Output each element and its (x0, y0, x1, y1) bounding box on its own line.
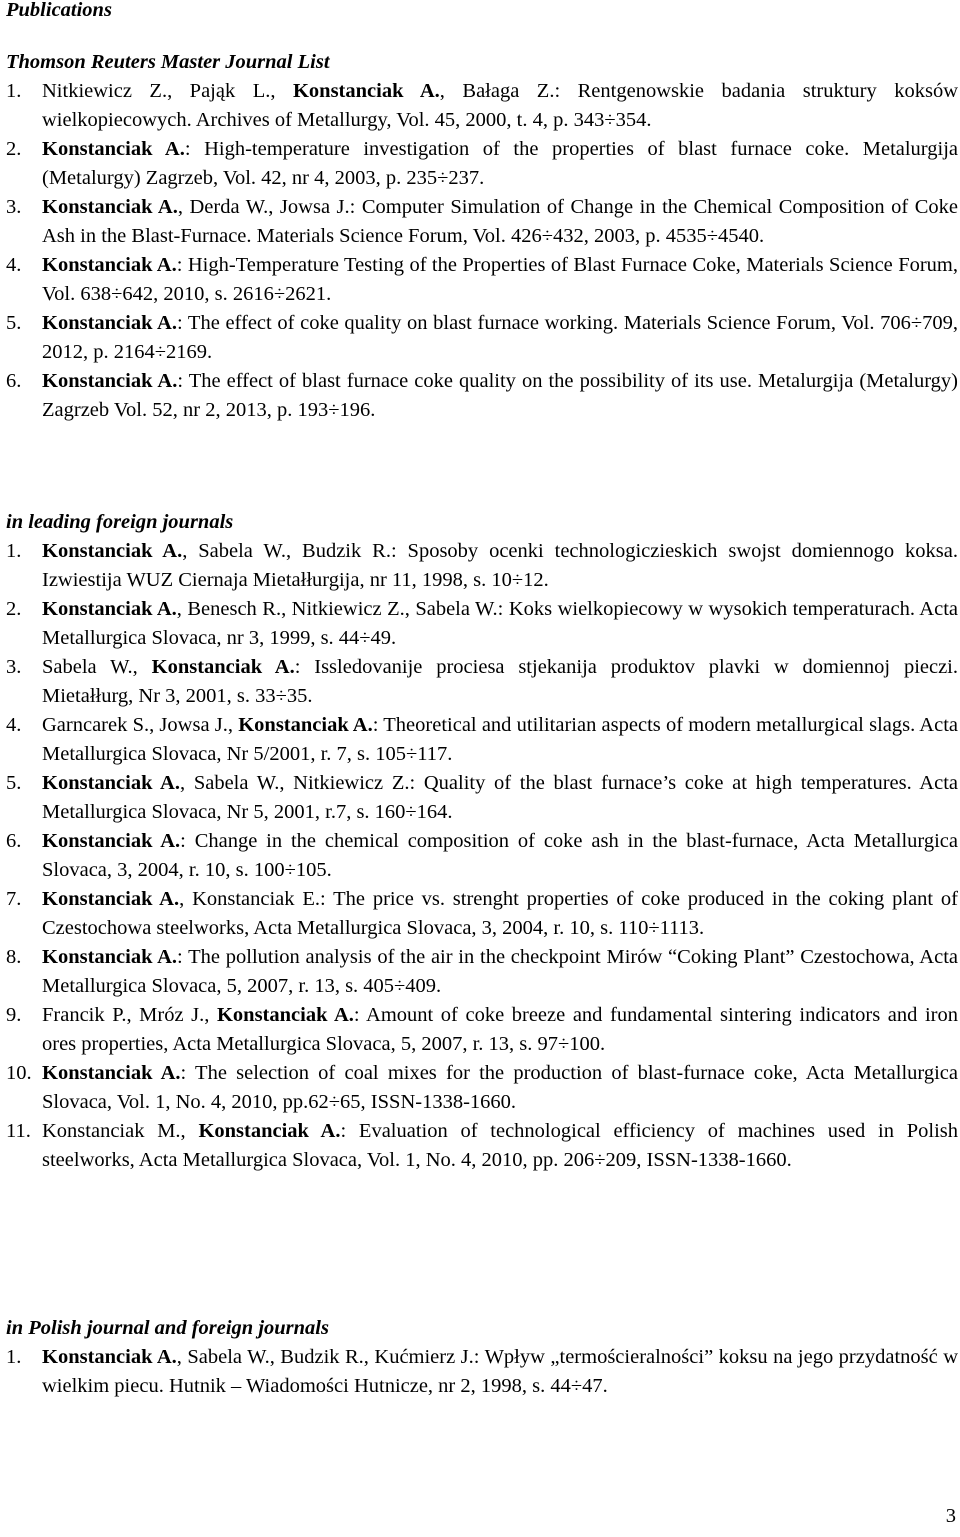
publication-list-leading-foreign (6, 537, 958, 1175)
author-highlight: Konstanciak A. (42, 946, 178, 968)
page-title: Publications (6, 0, 112, 21)
citation-text: : The effect of coke quality on blast furnace working. Materials Science Forum, Vol. 706÷709, 2012, p. 2164÷2169. (42, 312, 959, 363)
page-number: 3 (945, 1505, 956, 1527)
citation-text: Garncarek S., Jowsa J., (42, 714, 239, 736)
citation-text: Nitkiewicz Z., Pająk L., (42, 80, 293, 102)
author-highlight: Konstanciak A. (42, 370, 178, 392)
publication-entry (6, 135, 958, 193)
author-highlight: Konstanciak A. (42, 830, 181, 852)
citation-text: : Change in the chemical composition of coke ash in the blast-furnace, Acta Metallurgica Slovaca, 3, 2004, r. 10, s. 100÷105. (42, 830, 958, 881)
publication-entry (6, 1117, 958, 1175)
publication-list-polish-foreign (6, 1343, 958, 1401)
author-highlight: Konstanciak A. (42, 312, 177, 334)
entry-number: 10. (6, 1062, 32, 1084)
author-highlight: Konstanciak A. (42, 1062, 181, 1084)
citation-text: Francik P., Mróz J., (42, 1004, 217, 1026)
author-highlight: Konstanciak A. (42, 254, 177, 276)
section-heading-master-journal-list: Thomson Reuters Master Journal List (6, 51, 330, 73)
citation-text: , Derda W., Jowsa J.: Computer Simulation of Change in the Chemical Composition of Coke Ash in the Blast-Furnace. Materials Science Forum, Vol. 426÷432, 2003, p. 4535÷4540. (42, 196, 959, 247)
citation-text: , Benesch R., Nitkiewicz Z., Sabela W.: Koks wielkopiecowy w wysokich temperaturach. Acta Metallurgica Slovaca, nr 3, 1999, s. 44÷49. (42, 598, 958, 649)
entry-number: 3. (6, 656, 22, 678)
author-highlight: Konstanciak A. (42, 772, 180, 794)
entry-number: 9. (6, 1004, 22, 1026)
publication-entry (6, 367, 958, 425)
publication-entry (6, 251, 958, 309)
publication-list-master-journal (6, 77, 958, 425)
author-highlight: Konstanciak A. (42, 138, 185, 160)
author-highlight: Konstanciak A. (198, 1120, 341, 1142)
publication-entry (6, 827, 958, 885)
citation-text: , Bałaga Z.: Rentgenowskie badania struktury koksów wielkopiecowych. Archives of Metallurgy, Vol. 45, 2000, t. 4, p. 343÷354. (42, 80, 959, 131)
publication-entry (6, 711, 958, 769)
author-highlight: Konstanciak A. (42, 598, 177, 620)
publication-entry (6, 77, 958, 135)
citation-text: , Sabela W., Nitkiewicz Z.: Quality of the blast furnace’s coke at high temperatures. Acta Metallurgica Slovaca, Nr 5, 2001, r.7, s. 160÷164. (42, 772, 959, 823)
citation-text: , Konstanciak E.: The price vs. strenght properties of coke produced in the coking plant of Czestochowa steelworks, Acta Metallurgica Slovaca, 3, 2004, r. 10, s. 110÷1113. (42, 888, 959, 939)
publication-entry (6, 309, 958, 367)
entry-number: 3. (6, 196, 22, 218)
entry-number: 11. (6, 1120, 31, 1142)
citation-text: : Issledovanije prociesa stjekanija produktov plavki w domiennoj pieczi. Mietałłurg, Nr 3, 2001, s. 33÷35. (42, 656, 959, 707)
citation-text: Sabela W., (42, 656, 152, 678)
publication-entry (6, 653, 958, 711)
author-highlight: Konstanciak A. (151, 656, 295, 678)
publication-entry (6, 1343, 958, 1401)
author-highlight: Konstanciak A. (42, 540, 183, 562)
citation-text: : High-Temperature Testing of the Properties of Blast Furnace Coke, Materials Science Forum, Vol. 638÷642, 2010, s. 2616÷2621. (42, 254, 958, 305)
publication-entry (6, 769, 958, 827)
section-heading-polish-and-foreign-journals: in Polish journal and foreign journals (6, 1317, 329, 1339)
author-highlight: Konstanciak A. (42, 196, 178, 218)
publication-entry (6, 943, 958, 1001)
publication-entry (6, 885, 958, 943)
entry-number: 5. (6, 772, 22, 794)
publication-entry (6, 193, 958, 251)
citation-text: , Sabela W., Budzik R., Kućmierz J.: Wpływ „termościeralności” koksu na jego przydatność w wielkim piecu. Hutnik – Wiadomości Hutnicze, nr 2, 1998, s. 44÷47. (42, 1346, 959, 1397)
entry-number: 1. (6, 80, 22, 102)
citation-text: : Amount of coke breeze and fundamental sintering indicators and iron ores properties, Acta Metallurgica Slovaca, 5, 2007, r. 13, s. 97÷100. (42, 1004, 959, 1055)
section-heading-leading-foreign-journals: in leading foreign journals (6, 511, 234, 533)
publication-entry (6, 595, 958, 653)
entry-number: 4. (6, 714, 22, 736)
citation-text: : High-temperature investigation of the properties of blast furnace coke. Metalurgija (Metalurgy) Zagrzeb, Vol. 42, nr 4, 2003, p. 235÷237. (42, 138, 959, 189)
author-highlight: Konstanciak A. (238, 714, 373, 736)
entry-number: 8. (6, 946, 22, 968)
publication-entry (6, 1001, 958, 1059)
entry-number: 1. (6, 1346, 22, 1368)
citation-text: , Sabela W., Budzik R.: Sposoby ocenki technologiczieskich swojst domiennogo koksa. Izwiestija WUZ Ciernaja Mietałłurgija, nr 11, 1998, s. 10÷12. (42, 540, 958, 591)
citation-text: : Evaluation of technological efficiency of machines used in Polish steelworks, Acta Metallurgica Slovaca, Vol. 1, No. 4, 2010, pp. 206÷209, ISSN-1338-1660. (42, 1120, 959, 1171)
author-highlight: Konstanciak A. (292, 80, 440, 102)
entry-number: 2. (6, 138, 22, 160)
entry-number: 4. (6, 254, 22, 276)
publication-entry (6, 1059, 958, 1117)
citation-text: : The effect of blast furnace coke quality on the possibility of its use. Metalurgija (Metalurgy) Zagrzeb Vol. 52, nr 2, 2013, p. 193÷196. (42, 370, 959, 421)
citation-text: : Theoretical and utilitarian aspects of modern metallurgical slags. Acta Metallurgica Slovaca, Nr 5/2001, r. 7, s. 105÷117. (42, 714, 958, 765)
citation-text: Konstanciak M., (42, 1120, 199, 1142)
citation-text: : The pollution analysis of the air in the checkpoint Mirów “Coking Plant” Czestochowa, Acta Metallurgica Slovaca, 5, 2007, r. 13, s. 405÷409. (42, 946, 958, 997)
citation-text: : The selection of coal mixes for the production of blast-furnace coke, Acta Metallurgica Slovaca, Vol. 1, No. 4, 2010, pp.62÷65, ISSN-1338-1660. (42, 1062, 959, 1113)
author-highlight: Konstanciak A. (216, 1004, 354, 1026)
entry-number: 6. (6, 370, 22, 392)
author-highlight: Konstanciak A. (42, 1346, 177, 1368)
entry-number: 6. (6, 830, 22, 852)
author-highlight: Konstanciak A. (42, 888, 180, 910)
publication-entry (6, 537, 958, 595)
entry-number: 1. (6, 540, 22, 562)
entry-number: 7. (6, 888, 22, 910)
entry-number: 2. (6, 598, 22, 620)
entry-number: 5. (6, 312, 22, 334)
